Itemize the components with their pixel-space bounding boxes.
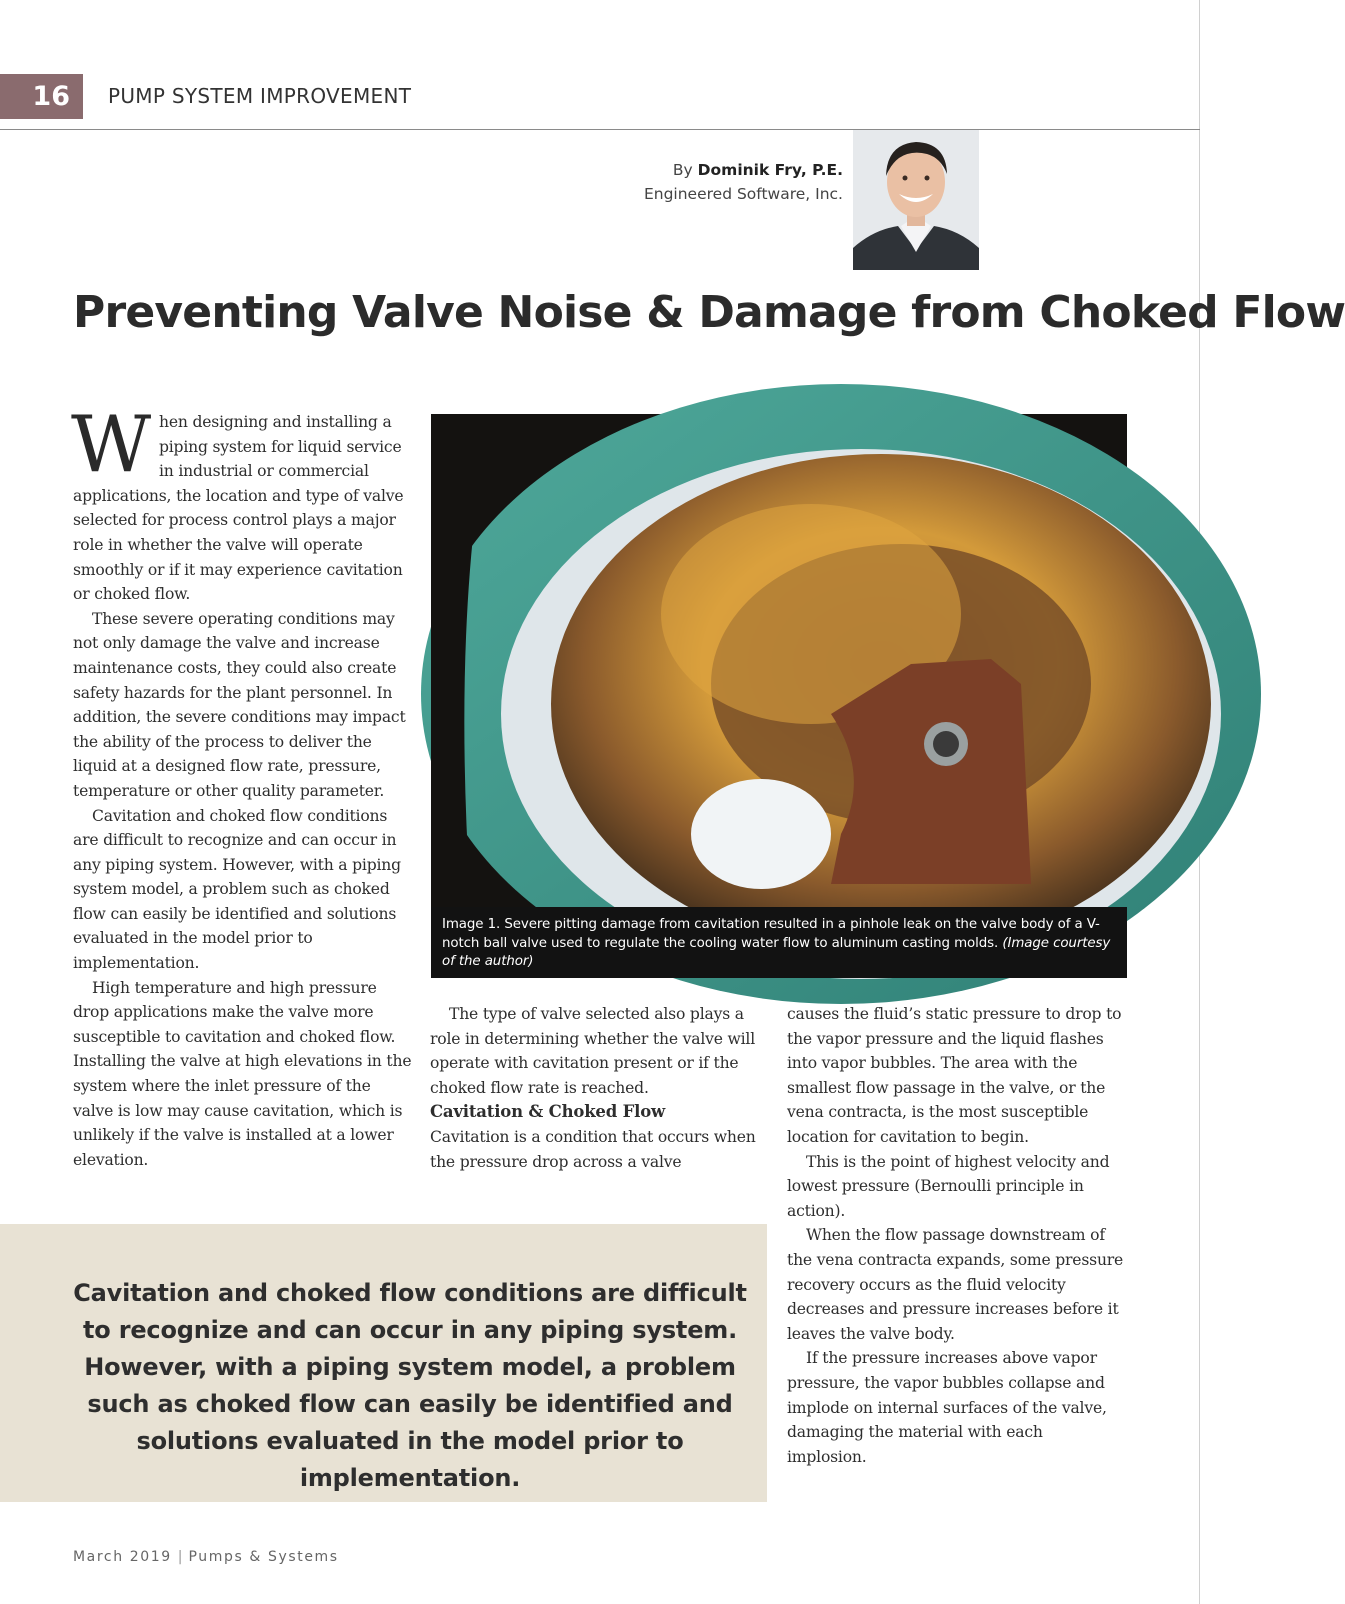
body-column-1 bbox=[71, 400, 413, 1172]
paragraph: The type of valve selected also plays a role in determining whether the valve will operate with cavitation present or if the choked flow rate is reached. bbox=[430, 1005, 756, 1097]
body-column-2 bbox=[430, 1002, 765, 1174]
pullquote: Cavitation and choked flow conditions are difficult to recognize and can occur in any piping system. However, with a piping system model, a problem such as choked flow can easily be identified and solutions evaluated in the model prior to implementation. bbox=[73, 1279, 747, 1492]
paragraph: This is the point of highest velocity and lowest pressure (Bernoulli principle in action). bbox=[787, 1152, 1110, 1220]
section-title: PUMP SYSTEM IMPROVEMENT bbox=[108, 84, 412, 108]
paragraph: causes the fluid’s static pressure to drop to the vapor pressure and the liquid flashes into vapor bubbles. The area with the smallest flow passage in the valve, or the vena contracta, is the most susceptible location for cavitation to begin. bbox=[787, 1005, 1122, 1146]
paragraph: When the flow passage downstream of the vena contracta expands, some pressure recovery occurs as the fluid velocity decreases and pressure increases before it leaves the valve body. bbox=[787, 1226, 1124, 1343]
author-photo bbox=[853, 130, 979, 270]
image-caption bbox=[431, 907, 1127, 978]
paragraph: These severe operating conditions may not only damage the valve and increase maintenance costs, they could also create safety hazards for the plant personnel. In addition, the severe conditions may impact the ability of the process to deliver the liquid at a designed flow rate, pressure, temperature or other quality parameter. bbox=[73, 609, 406, 800]
author-name: Dominik Fry, P.E. bbox=[697, 161, 843, 179]
footer-separator: | bbox=[177, 1549, 183, 1565]
paragraph: Cavitation and choked flow conditions are difficult to recognize and can occur in any piping system. However, with a piping system model, a problem such as choked flow can easily be identified and solutions evaluated in the model prior to implementation. bbox=[73, 806, 401, 973]
issue-date: March 2019 bbox=[73, 1549, 172, 1565]
paragraph: When designing and installing a piping system for liquid service in industrial or commercial applications, the location and type of valve selected for process control plays a major role in whether the valve will operate smoothly or if it may experience cavitation or choked flow. bbox=[71, 400, 404, 604]
paragraph: Cavitation is a condition that occurs when the pressure drop across a valve bbox=[430, 1127, 756, 1171]
paragraph: High temperature and high pressure drop applications make the valve more susceptible to cavitation and choked flow. Installing the valve at high elevations in the system where the inlet pressure of the valve is low may cause cavitation, which is unlikely if the valve is installed at a lower elevation. bbox=[73, 978, 412, 1169]
publication-name: Pumps & Systems bbox=[188, 1549, 339, 1565]
header-divider bbox=[0, 129, 1200, 130]
byline-prefix: By bbox=[672, 161, 693, 179]
byline bbox=[644, 158, 843, 206]
valve-damage-photo bbox=[431, 414, 1127, 907]
author-company: Engineered Software, Inc. bbox=[643, 185, 843, 203]
page-footer bbox=[73, 1549, 339, 1565]
caption-credit: (Image courtesy of the author) bbox=[442, 935, 1111, 969]
body-column-3 bbox=[787, 1002, 1127, 1469]
article-title: Preventing Valve Noise & Damage from Choked Flow bbox=[73, 287, 1345, 338]
drop-cap: W bbox=[71, 400, 151, 490]
page-number: 16 bbox=[0, 74, 83, 119]
caption-text: Image 1. Severe pitting damage from cavitation resulted in a pinhole leak on the valve body of a V-notch ball valve used to regulate the cooling water flow to aluminum casting molds. bbox=[442, 917, 1100, 951]
subheading: Cavitation & Choked Flow bbox=[430, 1102, 666, 1122]
paragraph: If the pressure increases above vapor pressure, the vapor bubbles collapse and implode on internal surfaces of the valve, damaging the material with each implosion. bbox=[787, 1349, 1107, 1466]
